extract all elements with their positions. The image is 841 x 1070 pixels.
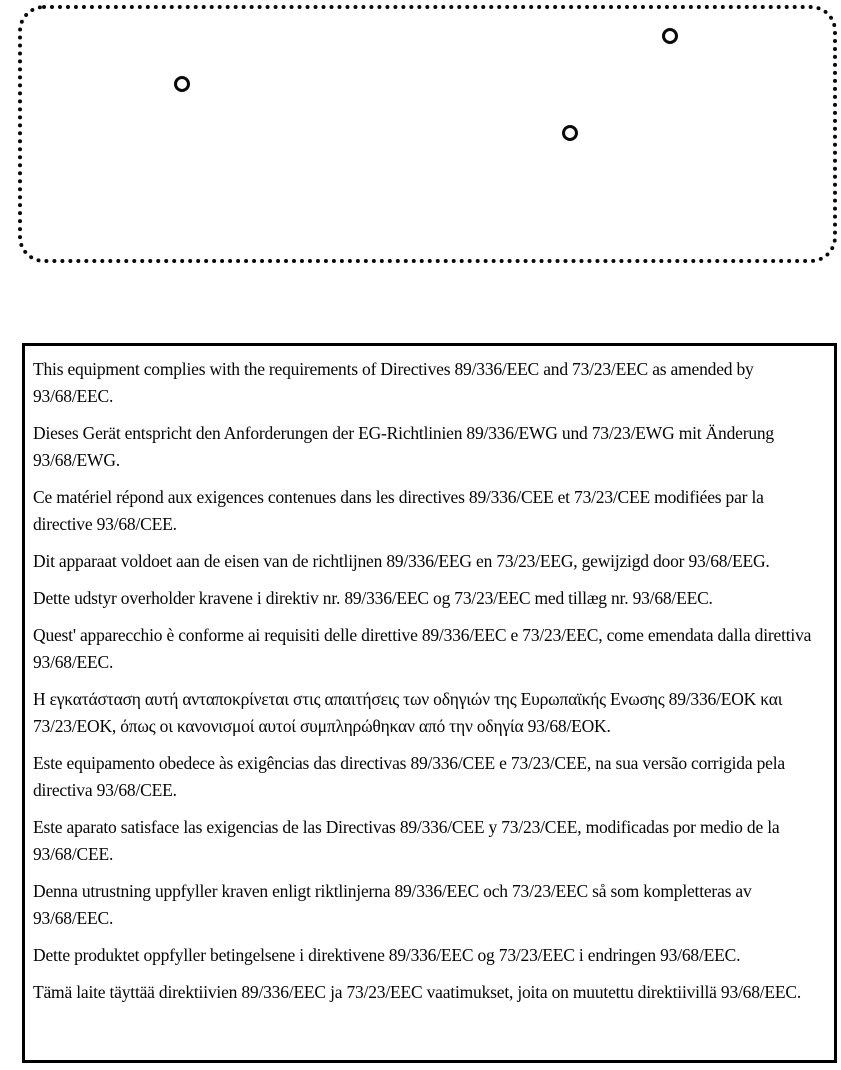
compliance-paragraph-german: Dieses Gerät entspricht den Anforderungen der EG-Richtlinien 89/336/EWG und 73/23/EWG mit Änderung 93/68/EWG. (33, 423, 774, 470)
compliance-paragraph-spanish: Este aparato satisface las exigencias de las Directivas 89/336/CEE y 73/23/CEE, modificadas por medio de la 93/68/CEE. (33, 817, 780, 864)
hole-center-icon (562, 125, 578, 141)
compliance-statements-box (22, 343, 837, 1063)
compliance-paragraph-greek: Η εγκατάσταση αυτή ανταποκρίνεται στις απαιτήσεις των οδηγιών της Ευρωπαϊκής Ενωσης 89/336/ΕΟΚ και 73/23/ΕΟΚ, όπως οι κανονισμοί αυτοί συμπληρώθηκαν από την οδηγία 93/68/ΕΟΚ. (33, 689, 783, 736)
compliance-paragraph-swedish: Denna utrustning uppfyller kraven enligt riktlinjerna 89/336/EEC och 73/23/EEC så som kompletteras av 93/68/EEC. (33, 881, 752, 928)
hole-left-icon (174, 76, 190, 92)
hole-top-right-icon (662, 28, 678, 44)
compliance-paragraph-french: Ce matériel répond aux exigences contenues dans les directives 89/336/CEE et 73/23/CEE modifiées par la directive 93/68/CEE. (33, 487, 764, 534)
panel-outline-figure (18, 5, 837, 263)
compliance-paragraph-english: This equipment complies with the requirements of Directives 89/336/EEC and 73/23/EEC as amended by 93/68/EEC. (33, 359, 754, 406)
compliance-paragraph-finnish: Tämä laite täyttää direktiivien 89/336/EEC ja 73/23/EEC vaatimukset, joita on muutettu direktiivillä 93/68/EEC. (33, 982, 802, 1002)
compliance-paragraph-portuguese: Este equipamento obedece às exigências das directivas 89/336/CEE e 73/23/CEE, na sua versão corrigida pela directiva 93/68/CEE. (33, 753, 785, 800)
compliance-paragraph-italian: Quest' apparecchio è conforme ai requisiti delle direttive 89/336/EEC e 73/23/EEC, come emendata dalla direttiva 93/68/EEC. (33, 625, 812, 672)
compliance-paragraph-norwegian: Dette produktet oppfyller betingelsene i direktivene 89/336/EEC og 73/23/EEC i endringen 93/68/EEC. (33, 945, 741, 965)
compliance-paragraph-danish: Dette udstyr overholder kravene i direktiv nr. 89/336/EEC og 73/23/EEC med tillæg nr. 93/68/EEC. (33, 588, 713, 608)
compliance-paragraph-dutch: Dit apparaat voldoet aan de eisen van de richtlijnen 89/336/EEG en 73/23/EEG, gewijzigd door 93/68/EEG. (33, 551, 770, 571)
